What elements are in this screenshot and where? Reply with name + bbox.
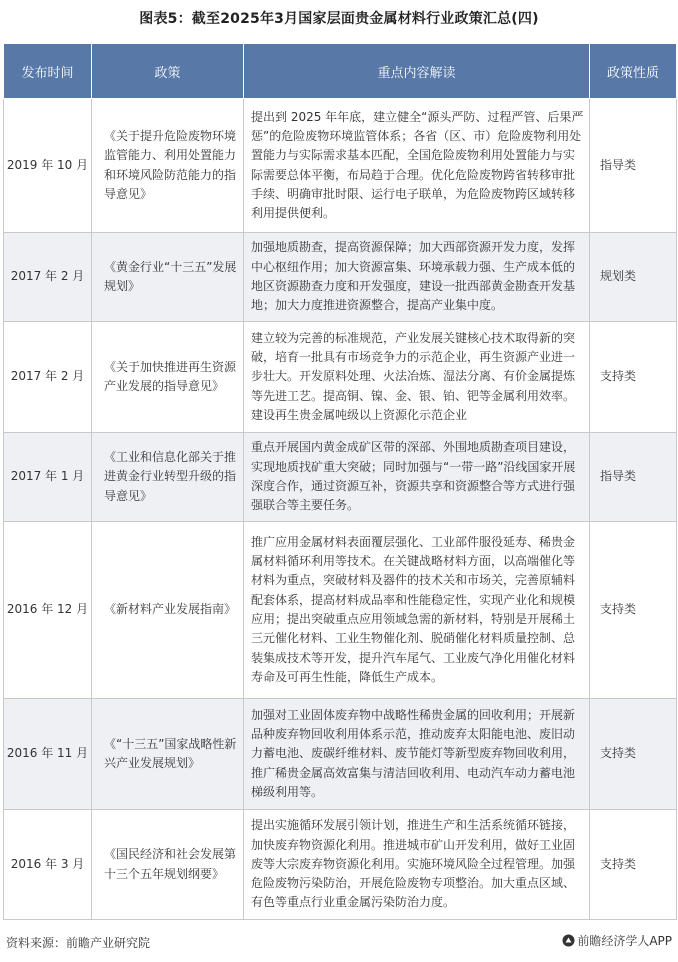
table-row (4, 522, 677, 699)
header-type: 政策性质 (590, 44, 677, 99)
policy-table (3, 43, 677, 920)
brand-label: 前瞻经济学人APP (577, 934, 672, 948)
cell-content: 建立较为完善的标准规范，产业发展关键核心技术取得新的突破，培育一批具有市场竞争力的示范企业，再生资源产业进一步壮大。开发原料处理、火法冶炼、湿法分离、有价金属提炼等先进工艺。提高铜、镍、金、银、铂、钯等金属利用效率。建设再生贵金属吨级以上资源化示范企业 (244, 322, 590, 433)
table-row (4, 322, 677, 433)
cell-date: 2017 年 2 月 (4, 322, 92, 433)
cell-content: 推广应用金属材料表面覆层强化、工业部件服役延寿、稀贵金属材料循环利用等技术。在关键战略材料方面，以高端催化等材料为重点，突破材料及器件的技术关和市场关，完善原辅料配套体系，提高材料成品率和性能稳定性，实现产业化和规模应用；提出突破重点应用领域急需的新材料，特别是开展稀土三元催化材料、工业生物催化剂、脱硝催化材料质量控制、总装集成技术等开发，提升汽车尾气、工业废气净化用催化材料寿命及可再生性能，降低生产成本。 (244, 522, 590, 699)
table-row (4, 810, 677, 920)
cell-content: 加强地质勘查，提高资源保障；加大西部资源开发力度，发挥中心枢纽作用；加大资源富集、环境承载力强、生产成本低的地区资源勘查力度和开发强度，建设一批西部黄金勘查开发基地；加大力度推进资源整合，提高产业集中度。 (244, 233, 590, 322)
brand-credit (562, 932, 672, 949)
table-row (4, 699, 677, 810)
header-row (4, 44, 677, 99)
cell-type: 指导类 (590, 433, 677, 522)
cell-date: 2016 年 11 月 (4, 699, 92, 810)
cell-date: 2017 年 2 月 (4, 233, 92, 322)
cell-content: 提出到 2025 年年底，建立健全“源头严防、过程严管、后果严惩”的危险废物环境监管体系；各省（区、市）危险废物利用处置能力与实际需求基本匹配，全国危险废物利用处置能力与实际需要总体平衡，布局趋于合理。优化危险废物跨省转移审批手续、明确审批时限、运行电子联单，为危险废物跨区域转移利用提供便利。 (244, 99, 590, 233)
table-row (4, 433, 677, 522)
header-date: 发布时间 (4, 44, 92, 99)
cell-date: 2017 年 1 月 (4, 433, 92, 522)
cell-type: 指导类 (590, 99, 677, 233)
cell-policy: 《“十三五”国家战略性新兴产业发展规划》 (92, 699, 244, 810)
cell-policy: 《黄金行业“十三五”发展规划》 (92, 233, 244, 322)
cell-policy: 《国民经济和社会发展第十三个五年规划纲要》 (92, 810, 244, 920)
table-header (4, 44, 677, 99)
cell-content: 提出实施循环发展引领计划，推进生产和生活系统循环链接，加快废弃物资源化利用。推进城市矿山开发利用，做好工业固废等大宗废弃物资源化利用。实施环境风险全过程管理。加强危险废物污染防治，开展危险废物专项整治。加大重点区域、有色等重点行业重金属污染防治力度。 (244, 810, 590, 920)
cell-date: 2019 年 10 月 (4, 99, 92, 233)
cell-policy: 《关于提升危险废物环境监管能力、利用处置能力和环境风险防范能力的指导意见》 (92, 99, 244, 233)
cell-content: 加强对工业固体废弃物中战略性稀贵金属的回收利用；开展新品种废弃物回收利用体系示范，推动废弃太阳能电池、废旧动力蓄电池、废碳纤维材料、废节能灯等新型废弃物回收利用，推广稀贵金属高效富集与清洁回收利用、电动汽车动力蓄电池梯级利用等。 (244, 699, 590, 810)
cell-type: 支持类 (590, 322, 677, 433)
cell-type: 支持类 (590, 522, 677, 699)
qianzhan-logo-icon (562, 934, 575, 947)
cell-type: 支持类 (590, 699, 677, 810)
header-policy: 政策 (92, 44, 244, 99)
cell-date: 2016 年 12 月 (4, 522, 92, 699)
table-body (4, 99, 677, 920)
source-note: 资料来源：前瞻产业研究院 (6, 936, 151, 950)
table-row (4, 233, 677, 322)
cell-type: 支持类 (590, 810, 677, 920)
cell-policy: 《工业和信息化部关于推进黄金行业转型升级的指导意见》 (92, 433, 244, 522)
cell-content: 重点开展国内黄金成矿区带的深部、外围地质勘查项目建设，实现地质找矿重大突破；同时加强与“一带一路”沿线国家开展深度合作，通过资源互补，资源共享和资源整合等方式进行强强联合等主要任务。 (244, 433, 590, 522)
table-row (4, 99, 677, 233)
cell-date: 2016 年 3 月 (4, 810, 92, 920)
cell-type: 规划类 (590, 233, 677, 322)
header-content: 重点内容解读 (244, 44, 590, 99)
cell-policy: 《关于加快推进再生资源产业发展的指导意见》 (92, 322, 244, 433)
cell-policy: 《新材料产业发展指南》 (92, 522, 244, 699)
chart-title: 图表5：截至2025年3月国家层面贵金属材料行业政策汇总(四) (139, 11, 539, 27)
